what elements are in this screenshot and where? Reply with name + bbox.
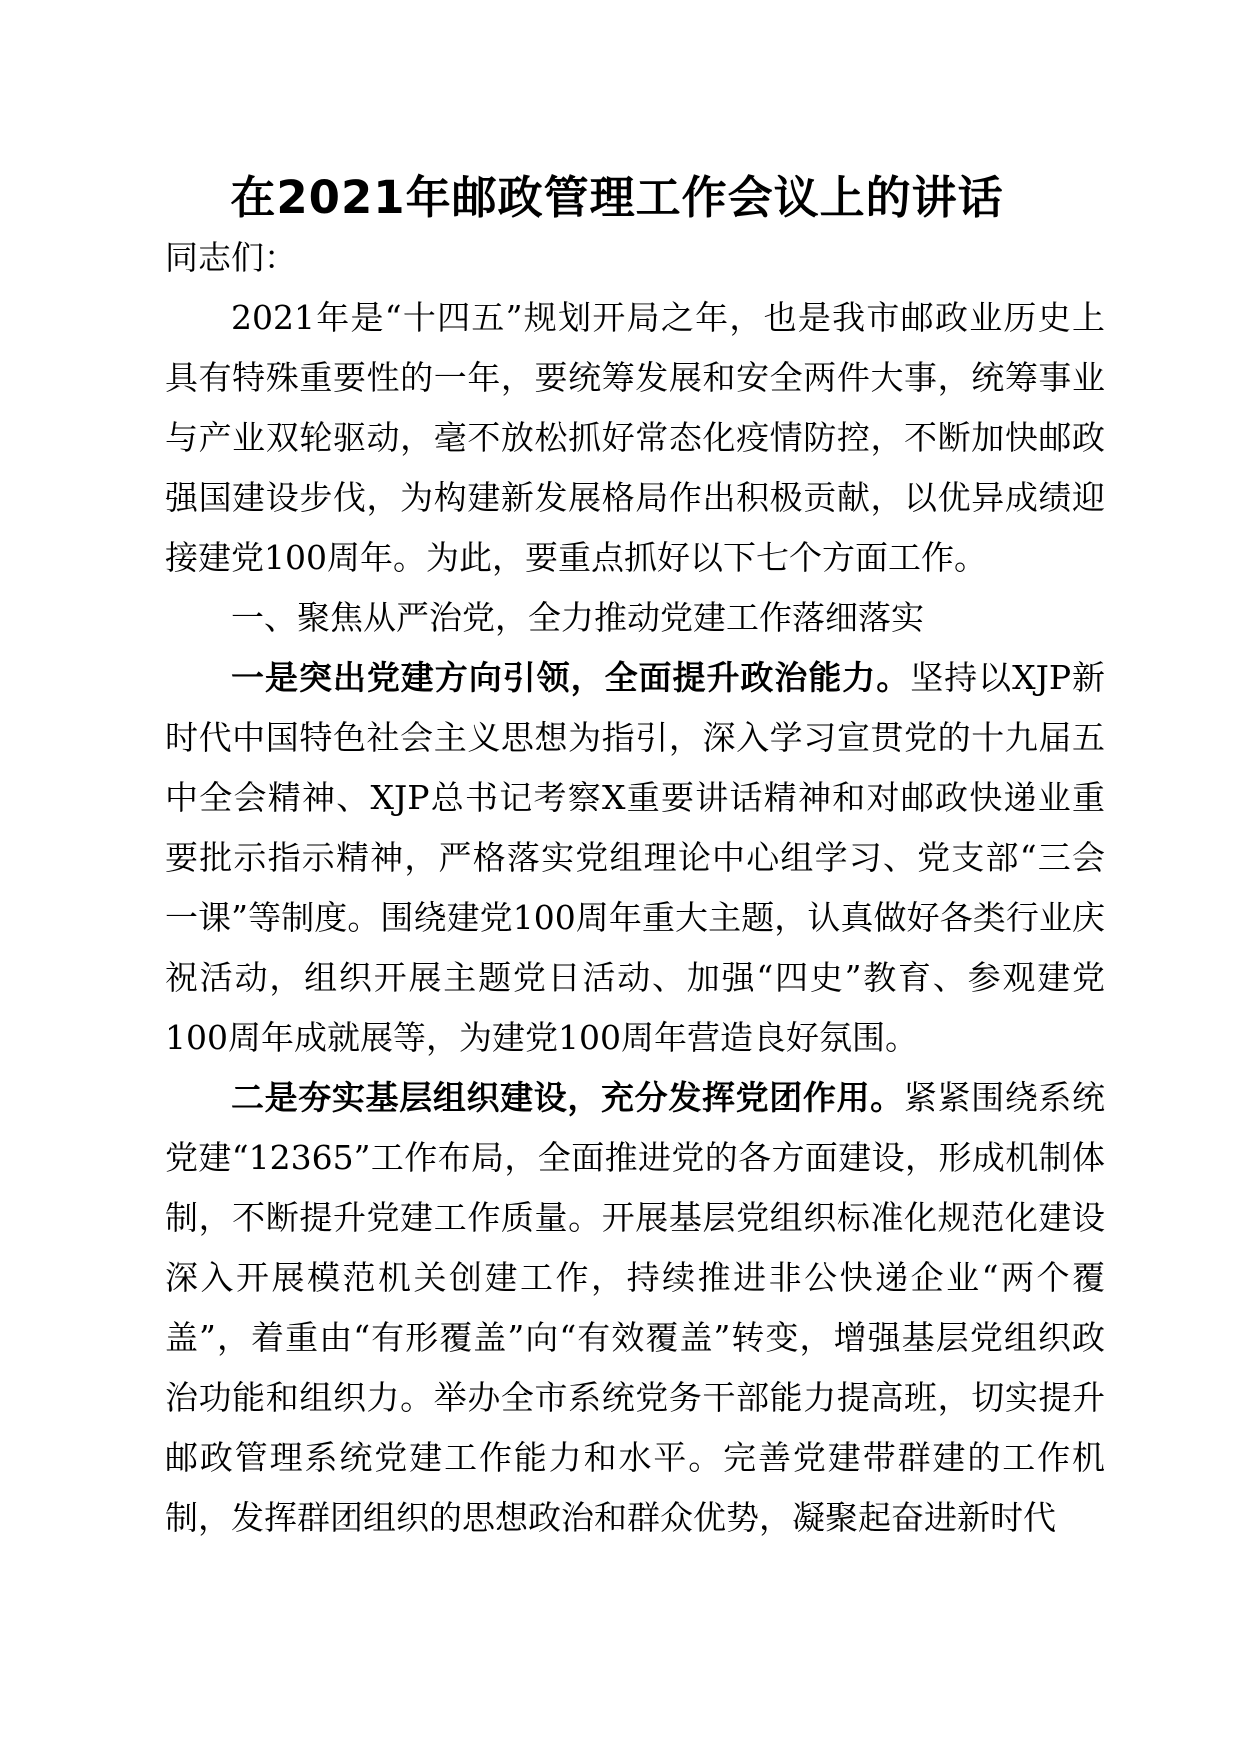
document-title: 在2021年邮政管理工作会议上的讲话 [230, 171, 1004, 224]
document-body [165, 228, 1105, 1548]
section-heading: 一、聚焦从严治党，全力推动党建工作落细落实 [231, 598, 924, 637]
intro-paragraph: 2021年是“十四五”规划开局之年，也是我市邮政业历史上具有特殊重要性的一年，要统筹发展和安全两件大事，统筹事业与产业双轮驱动，毫不放松抓好常态化疫情防控，不断加快邮政强国建设步伐，为构建新发展格局作出积极贡献，以优异成绩迎接建党100周年。为此，要重点抓好以下七个方面工作。 [165, 298, 1105, 577]
point-2-text: 紧紧围绕系统党建“12365”工作布局，全面推进党的各方面建设，形成机制体制，不断提升党建工作质量。开展基层党组织标准化规范化建设深入开展模范机关创建工作，持续推进非公快递企业“两个覆盖”，着重由“有形覆盖”向“有效覆盖”转变，增强基层党组织政治功能和组织力。举办全市系统党务干部能力提高班，切实提升邮政管理系统党建工作能力和水平。完善党建带群建的工作机制，发挥群团组织的思想政治和群众优势，凝聚起奋进新时代 [165, 1078, 1106, 1537]
point-1-lead: 一是突出党建方向引领，全面提升政治能力。 [231, 658, 911, 697]
point-2-lead: 二是夯实基层组织建设，充分发挥党团作用。 [231, 1078, 904, 1117]
salutation: 同志们： [165, 238, 297, 277]
paragraph-point-2 [165, 1068, 1105, 1548]
paragraph-point-1 [165, 648, 1105, 1068]
point-1-text: 坚持以XJP新时代中国特色社会主义思想为指引，深入学习宣贯党的十九届五中全会精神、XJP总书记考察X重要讲话精神和对邮政快递业重要批示指示精神，严格落实党组理论中心组学习、党支部“三会一课”等制度。围绕建党100周年重大主题，认真做好各类行业庆祝活动，组织开展主题党日活动、加强“四史”教育、参观建党100周年成就展等，为建党100周年营造良好氛围。 [165, 658, 1105, 1057]
